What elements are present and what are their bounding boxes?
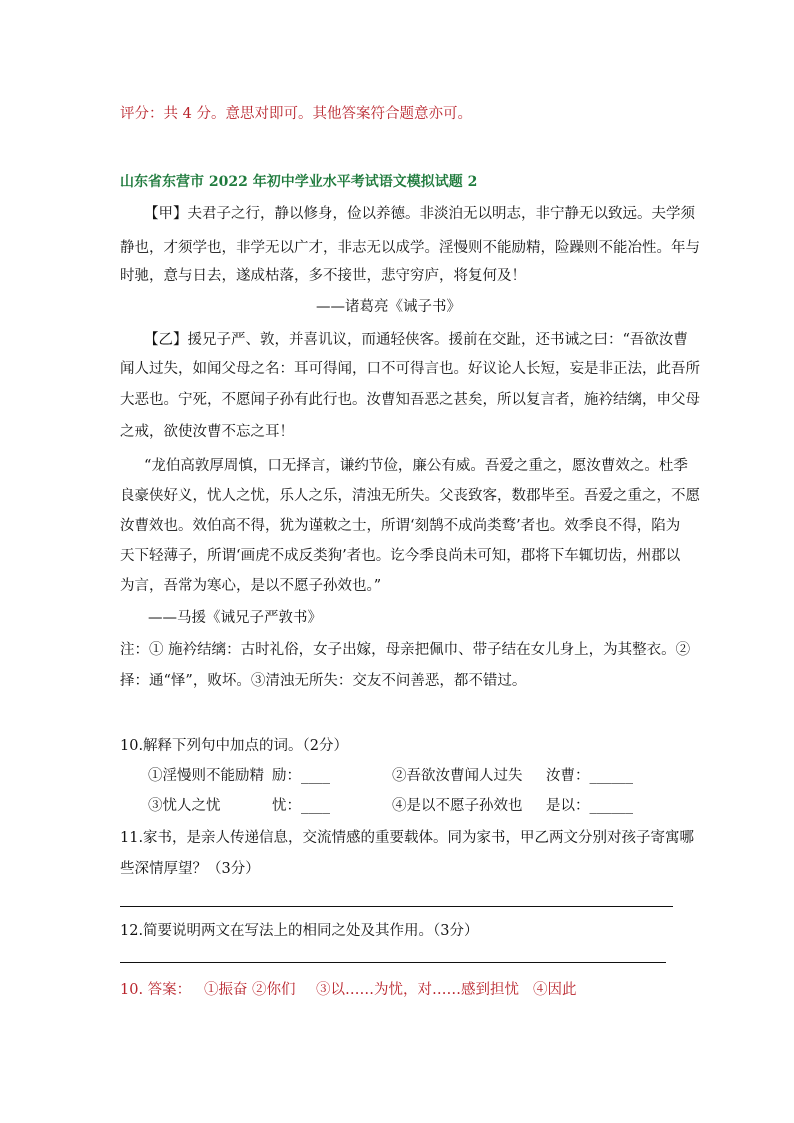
passage-yi-line: 大恶也。宁死，不愿闻子孙有此行也。汝曹知吾恶之甚矣，所以复言者，施衿结缡，申父母 <box>120 392 700 408</box>
q10-answer-blank[interactable]: ______ <box>589 798 633 814</box>
q10-word-label: 忧： <box>272 798 301 814</box>
q10-word-label: 是以： <box>546 798 590 814</box>
q10-answer-blank[interactable]: ____ <box>301 798 330 814</box>
q10-answer-blank[interactable]: ____ <box>301 768 330 784</box>
passage-yi-line: “龙伯高敦厚周慎，口无择言，谦约节俭，廉公有威。吾爱之重之，愿汝曹效之。杜季 <box>144 458 688 474</box>
passage-yi-line: 闻人过失，如闻父母之名：耳可得闻，口不可得言也。好议论人长短，妄是非正法，此吾所 <box>120 361 700 377</box>
passage-yi-line: 【乙】援兄子严、敦，并喜讥议，而通轻侠客。援前在交趾，还书诫之曰：“吾欲汝曹 <box>144 332 688 348</box>
passage-yi-line: 天下轻薄子，所谓‘画虎不成反类狗’者也。讫今季良尚未可知，郡将下车辄切齿，州郡以 <box>120 548 681 564</box>
notes-line: 择：通“怿”，败坏。③清浊无所失：交友不问善恶，都不错过。 <box>120 673 527 689</box>
answer-10-item: ④因此 <box>533 982 577 998</box>
question-11-line: 些深情厚望？（3分） <box>120 861 260 877</box>
q10-item-sentence: ③忧人之忧 <box>148 798 221 814</box>
answer-10-label: 10. 答案： <box>120 982 192 998</box>
q10-item-sentence: ②吾欲汝曹闻人过失 <box>392 768 523 784</box>
passage-yi-line: 汝曹效也。效伯高不得，犹为谨敕之士，所谓‘刻鹄不成尚类鹜’者也。效季良不得，陷为 <box>120 518 681 534</box>
passage-yi-line: 良豪侠好义，忧人之忧，乐人之乐，清浊无所失。父丧致客，数郡毕至。吾爱之重之，不愿 <box>120 488 700 504</box>
passage-jia-line: 静也，才须学也，非学无以广才，非志无以成学。淫慢则不能励精，险躁则不能冶性。年与 <box>120 240 700 256</box>
passage-yi-source: ——马援《诫兄子严敦书》 <box>148 610 322 626</box>
question-12-prompt: 12.简要说明两文在写法上的相同之处及其作用。（3分） <box>120 923 479 939</box>
q10-word-label: 汝曹： <box>546 768 590 784</box>
notes-line: 注：① 施衿结缡：古时礼俗，女子出嫁，母亲把佩巾、带子结在女儿身上，为其整衣。② <box>120 642 691 658</box>
q10-item-word <box>272 766 330 786</box>
q10-item-sentence: ④是以不愿子孙效也 <box>392 798 523 814</box>
passage-jia-line: 【甲】夫君子之行，静以修身，俭以养德。非淡泊无以明志，非宁静无以致远。夫学须 <box>144 206 695 222</box>
answer-10-item: ①振奋 <box>204 982 248 998</box>
passage-yi-line: 之戒，欲使汝曹不忘之耳！ <box>120 424 294 440</box>
passage-jia-line: 时驰，意与日去，遂成枯落，多不接世，悲守穷庐，将复何及！ <box>120 268 526 284</box>
answer-10-item: ②你们 <box>252 982 296 998</box>
q10-item-word <box>272 796 330 816</box>
answer-line[interactable] <box>120 962 666 963</box>
q10-item-sentence: ①淫慢则不能励精 <box>148 768 264 784</box>
scoring-note: 评分：共 4 分。意思对即可。其他答案符合题意亦可。 <box>120 106 472 122</box>
question-11-line: 11.家书，是亲人传递信息，交流情感的重要载体。同为家书，甲乙两文分别对孩子寄寓哪 <box>120 830 695 846</box>
answer-line[interactable] <box>120 906 673 907</box>
passage-yi-line: 为言，吾常为寒心，是以不愿子孙效也。” <box>120 578 382 594</box>
answer-10-item: ③以……为忧，对……感到担忧 <box>316 982 519 998</box>
q10-answer-blank[interactable]: ______ <box>589 768 633 784</box>
passage-jia-source: ——诸葛亮《诫子书》 <box>316 299 461 315</box>
q10-item-word <box>546 766 633 786</box>
section-title: 山东省东营市 2022 年初中学业水平考试语文模拟试题 2 <box>120 174 478 190</box>
q10-word-label: 励： <box>272 768 301 784</box>
question-10-prompt: 10.解释下列句中加点的词。（2分） <box>120 738 349 754</box>
q10-item-word <box>546 796 633 816</box>
